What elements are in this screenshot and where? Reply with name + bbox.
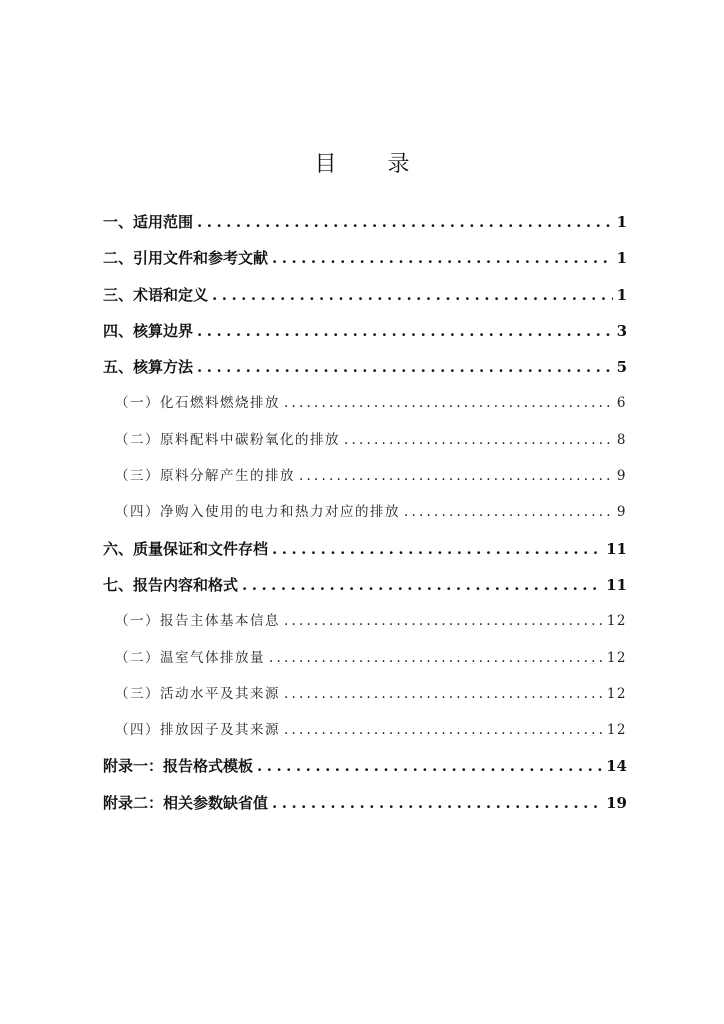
toc-page-number: 12 (606, 613, 627, 630)
toc-entry-title: 七、报告内容和格式 (103, 575, 239, 594)
toc-page-number: 14 (606, 757, 627, 776)
toc-subentry[interactable] (103, 640, 627, 676)
toc-entry[interactable] (103, 748, 627, 784)
toc-page-number: 1 (616, 249, 627, 268)
toc-page-number: 11 (606, 539, 627, 558)
toc-dot-leader (284, 603, 603, 639)
toc-entry-title: （四）净购入使用的电力和热力对应的排放 (115, 504, 400, 521)
toc-dot-leader (272, 531, 602, 567)
toc-entry-title: （二）原料配料中碳粉氧化的排放 (115, 431, 340, 448)
toc-page-number: 3 (616, 321, 627, 340)
toc-entry-title: 附录二：相关参数缺省值 (103, 793, 269, 812)
toc-dot-leader (197, 349, 613, 385)
toc-entry-title: （二）温室气体排放量 (115, 649, 265, 666)
page-title: 目 录 (314, 152, 432, 177)
toc-entry-title: （一）报告主体基本信息 (115, 613, 280, 630)
toc-page-number: 12 (606, 722, 627, 739)
toc-dot-leader (257, 748, 602, 784)
toc-entry[interactable] (103, 785, 627, 821)
toc-entry-title: 三、术语和定义 (103, 285, 209, 304)
toc-dot-leader (404, 494, 613, 530)
toc-dot-leader (344, 422, 613, 458)
toc-page-number: 8 (616, 431, 627, 448)
toc-page-number: 1 (616, 285, 627, 304)
toc-entry[interactable] (103, 313, 627, 349)
toc-dot-leader (284, 676, 603, 712)
toc-entry[interactable] (103, 277, 627, 313)
toc-entry[interactable] (103, 240, 627, 276)
toc-dot-leader (284, 712, 603, 748)
toc-dot-leader (242, 567, 602, 603)
toc-page-number: 9 (616, 504, 627, 521)
toc-subentry[interactable] (103, 712, 627, 748)
toc-page-number: 12 (606, 685, 627, 702)
toc-entry[interactable] (103, 349, 627, 385)
toc-page-number: 19 (606, 793, 627, 812)
toc-page-number: 11 (606, 575, 627, 594)
toc-dot-leader (272, 240, 613, 276)
toc-page-number: 12 (606, 649, 627, 666)
toc-entry-title: （三）活动水平及其来源 (115, 685, 280, 702)
toc-dot-leader (272, 785, 602, 821)
toc-entry-title: （四）排放因子及其来源 (115, 722, 280, 739)
toc-entry-title: 二、引用文件和参考文献 (103, 249, 269, 268)
toc-page-number: 5 (616, 358, 627, 377)
toc-subentry[interactable] (103, 458, 627, 494)
toc-dot-leader (299, 458, 613, 494)
toc-entry[interactable] (103, 567, 627, 603)
table-of-contents (103, 204, 627, 821)
toc-page-number: 1 (616, 213, 627, 231)
toc-dot-leader (284, 385, 613, 421)
toc-subentry[interactable] (103, 676, 627, 712)
toc-entry-title: 附录一：报告格式模板 (103, 757, 254, 776)
toc-subentry[interactable] (103, 603, 627, 639)
toc-entry-title: （三）原料分解产生的排放 (115, 468, 295, 485)
toc-entry-title: 五、核算方法 (103, 358, 194, 377)
toc-entry-title: （一）化石燃料燃烧排放 (115, 395, 280, 412)
toc-entry[interactable] (103, 531, 627, 567)
toc-page-number: 9 (616, 468, 627, 485)
toc-entry-title: 四、核算边界 (103, 321, 194, 340)
toc-dot-leader (197, 313, 613, 349)
toc-dot-leader (212, 277, 613, 313)
toc-entry-title: 六、质量保证和文件存档 (103, 539, 269, 558)
toc-subentry[interactable] (103, 494, 627, 530)
toc-dot-leader (197, 204, 613, 240)
toc-page-number: 6 (616, 395, 627, 412)
toc-entry-title: 一、适用范围 (103, 213, 194, 231)
toc-entry[interactable] (103, 204, 627, 240)
toc-dot-leader (269, 640, 603, 676)
toc-subentry[interactable] (103, 422, 627, 458)
toc-subentry[interactable] (103, 385, 627, 421)
